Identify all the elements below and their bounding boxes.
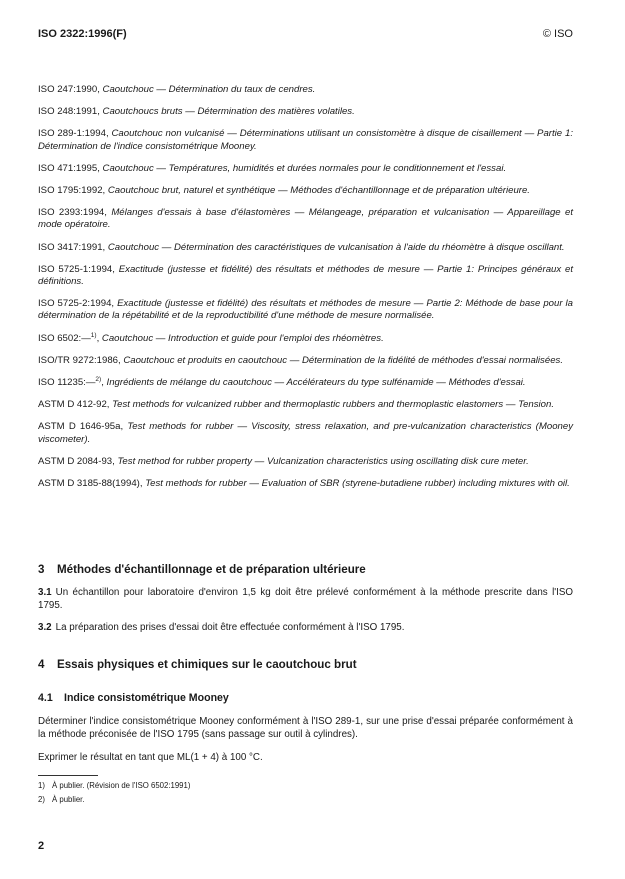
reference-item: ISO 248:1991, Caoutchoucs bruts — Détermination des matières volatiles. <box>38 106 355 118</box>
paragraph-4-1-text: Déterminer l'indice consistométrique Mooney conformément à l'ISO 289-1, sur une prise d'essai préparée conformément à la méthode préconisée de l'ISO 1795 (sans passage sur outil à cylindres). <box>38 716 573 740</box>
reference-item: ASTM D 3185-88(1994), Test methods for rubber — Evaluation of SBR (styrene-butadiene rubber) including mixtures with oil. <box>38 478 570 490</box>
page-header <box>38 28 573 40</box>
reference-item: ISO 289-1:1994, Caoutchouc non vulcanisé — Déterminations utilisant un consistomètre à disque de cisaillement — Partie 1: Détermination de l'indice consistométrique Mooney. <box>38 128 573 152</box>
footnote-divider <box>38 775 98 776</box>
footnote-ref: 2) <box>95 376 102 384</box>
reference-item: ISO 471:1995, Caoutchouc — Températures, humidités et durées normales pour le conditionnement et l'essai. <box>38 162 507 174</box>
section-4-heading: 4 Essais physiques et chimiques sur le caoutchouc brut <box>38 658 357 671</box>
normative-references-list <box>38 84 573 500</box>
reference-item: ISO 5725-1:1994, Exactitude (justesse et fidélité) des résultats et méthodes de mesure — Partie 1: Principes généraux et définitions. <box>38 263 573 288</box>
standard-number: ISO 2322:1996(F) <box>38 28 127 40</box>
reference-item: ISO 2393:1994, Mélanges d'essais à base d'élastomères — Mélangeage, préparation et vulcanisation — Appareillage et mode opératoire. <box>38 207 574 231</box>
footnote-ref: 1) <box>90 331 97 339</box>
reference-item: ISO/TR 9272:1986, Caoutchouc et produits en caoutchouc — Détermination de la fidélité de méthodes d'essai normalisées. <box>38 354 563 366</box>
paragraph-3-1: 3.1 Un échantillon pour laboratoire d'environ 1,5 kg doit être prélevé conformément à la méthode prescrite dans l'ISO 1795. <box>38 587 573 611</box>
reference-item: ISO 6502:—$^{1)}$, Caoutchouc — Introduction et guide pour l'emploi des rhéomètres. <box>38 331 384 344</box>
section-3-heading: 3 Méthodes d'échantillonnage et de préparation ultérieure <box>38 563 366 576</box>
paragraph-3-2: 3.2 La préparation des prises d'essai doit être effectuée conformément à l'ISO 1795. <box>38 622 405 633</box>
page-number: 2 <box>38 840 45 852</box>
footnote-1: 1) À publier. (Révision de l'ISO 6502:1991) <box>38 781 191 790</box>
reference-item: ISO 11235:—$^{2)}$, Ingrédients de mélange du caoutchouc — Accélérateurs du type sulfénamide — Méthodes d'essai. <box>38 376 526 389</box>
footnote-2: 2) À publier. <box>38 795 85 804</box>
reference-item: ISO 247:1990, Caoutchouc — Détermination du taux de cendres. <box>38 84 316 95</box>
subsection-4-1-heading: 4.1 Indice consistométrique Mooney <box>38 692 229 704</box>
reference-item: ASTM D 412-92, Test methods for vulcanized rubber and thermoplastic rubbers and thermoplastic elastomers — Tension. <box>38 399 555 411</box>
reference-item: ASTM D 2084-93, Test method for rubber property — Vulcanization characteristics using oscillating disk cure meter. <box>38 455 529 467</box>
copyright-mark: © ISO <box>542 28 573 40</box>
reference-item: ISO 1795:1992, Caoutchouc brut, naturel et synthétique — Méthodes d'échantillonnage et de préparation ultérieure. <box>38 185 530 197</box>
reference-item: ASTM D 1646-95a, Test methods for rubber — Viscosity, stress relaxation, and pre-vulcanization characteristics (Mooney viscometer). <box>38 421 574 445</box>
paragraph-4-1-result: Exprimer le résultat en tant que ML(1 + 4) à 100 °C. <box>38 752 263 763</box>
reference-item: ISO 3417:1991, Caoutchouc — Détermination des caractéristiques de vulcanisation à l'aide du rhéomètre à disque oscillant. <box>38 241 565 253</box>
reference-item: ISO 5725-2:1994, Exactitude (justesse et fidélité) des résultats et méthodes de mesure — Partie 2: Méthode de base pour la détermination de la répétabilité et de la reproductibilité d'une méthode de mesure normalisée. <box>38 298 573 322</box>
